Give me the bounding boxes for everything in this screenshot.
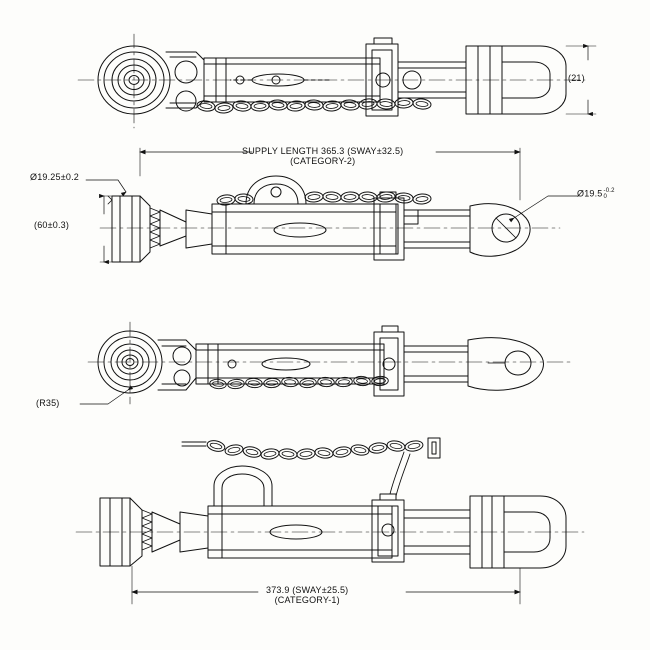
view-1-top-category-2: [78, 34, 596, 128]
pin-hole-dimension: [577, 188, 615, 201]
radius-dimension: (R35): [36, 398, 60, 408]
view-4-side-category-1: [76, 438, 584, 604]
overall-length-category: (CATEGORY-1): [274, 595, 340, 606]
overall-length-dimension: [266, 585, 348, 606]
overall-length-value: 373.9 (SWAY±25.5): [266, 585, 349, 595]
bush-width-dimension: (60±0.3): [34, 220, 70, 230]
bush-diameter-dimension: Ø19.25±0.2: [30, 172, 79, 182]
pin-hole-lower-tolerance: 0: [603, 194, 608, 201]
view-3-top-category-1: [80, 322, 570, 404]
pin-hole-value: Ø19.5: [577, 188, 603, 199]
pin-hole-upper-tolerance: -0.2: [603, 188, 615, 194]
supply-length-value: SUPPLY LENGTH 365.3 (SWAY±32.5): [242, 146, 404, 156]
supply-length-category: (CATEGORY-2): [290, 156, 356, 167]
thickness-dimension: (21): [568, 73, 585, 83]
supply-length-dimension: [242, 146, 403, 167]
pin-hole-tolerance: [604, 188, 615, 201]
